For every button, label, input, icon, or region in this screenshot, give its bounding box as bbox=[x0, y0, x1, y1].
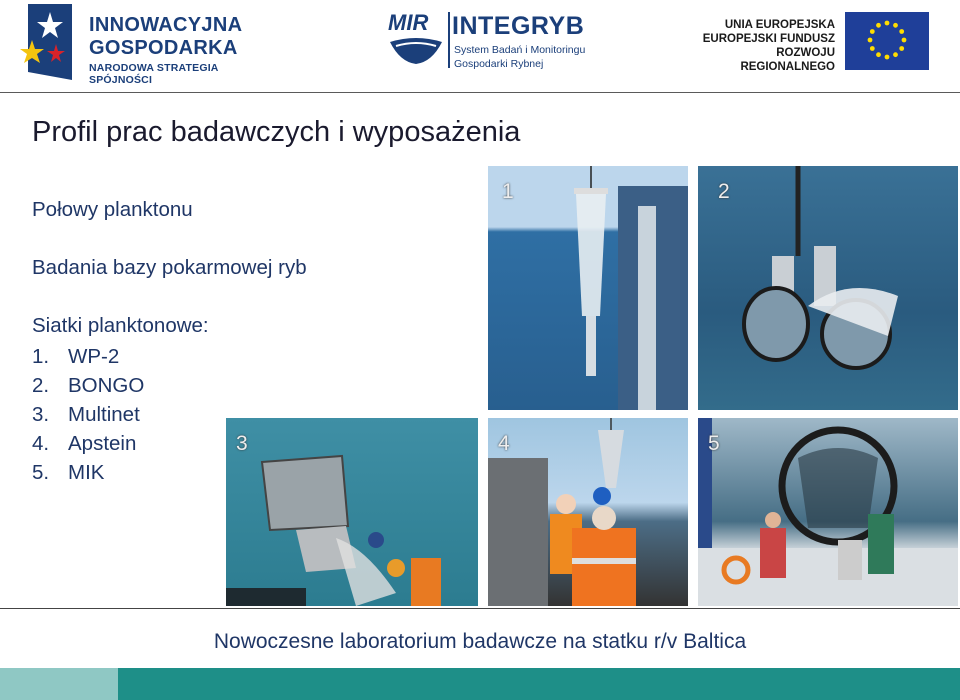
photo-number: 4 bbox=[498, 432, 510, 455]
eu-flag-icon bbox=[845, 12, 929, 70]
star-emblem-icon bbox=[20, 4, 72, 80]
logo-line-3: NARODOWA STRATEGIA SPÓJNOŚCI bbox=[89, 62, 219, 86]
mir-subtitle-1: System Badań i Monitoringu bbox=[454, 44, 586, 56]
mik-net-illustration bbox=[698, 418, 958, 606]
list-item-number: 4. bbox=[32, 432, 50, 455]
list-item-label: MIK bbox=[68, 461, 105, 484]
mir-integryb-logo bbox=[388, 10, 598, 72]
list-item-label: Multinet bbox=[68, 403, 140, 426]
photo-multinet bbox=[226, 418, 478, 606]
section-heading: Połowy planktonu bbox=[32, 198, 193, 221]
logo-divider bbox=[448, 12, 450, 68]
section-subheading: Badania bazy pokarmowej ryb bbox=[32, 256, 307, 279]
nets-list bbox=[32, 342, 144, 487]
list-item bbox=[32, 400, 144, 429]
eu-line-2: EUROPEJSKI FUNDUSZ bbox=[702, 33, 835, 45]
multinet-illustration bbox=[226, 418, 478, 606]
list-item bbox=[32, 429, 144, 458]
photo-apstein-net bbox=[488, 418, 688, 606]
photo-number: 3 bbox=[236, 432, 248, 455]
list-item bbox=[32, 458, 144, 487]
list-item-number: 3. bbox=[32, 403, 50, 426]
list-item-number: 2. bbox=[32, 374, 50, 397]
list-item bbox=[32, 371, 144, 400]
footer-band-teal bbox=[118, 668, 960, 700]
list-item-number: 1. bbox=[32, 345, 50, 368]
list-item-number: 5. bbox=[32, 461, 50, 484]
logo-line-1: INNOWACYJNA bbox=[89, 14, 243, 36]
footer-caption: Nowoczesne laboratorium badawcze na statku r/v Baltica bbox=[213, 630, 747, 653]
photo-number: 2 bbox=[718, 180, 730, 203]
list-item-label: Apstein bbox=[68, 432, 137, 455]
innowacyjna-gospodarka-logo bbox=[20, 0, 280, 86]
list-item-label: WP-2 bbox=[68, 345, 120, 368]
photo-number: 1 bbox=[502, 180, 514, 203]
photo-mik-net bbox=[698, 418, 958, 606]
photo-wp2-net bbox=[488, 166, 688, 410]
photo-number: 5 bbox=[708, 432, 720, 455]
footer-divider bbox=[0, 608, 960, 609]
integryb-text: INTEGRYB bbox=[452, 12, 585, 40]
footer-band-light bbox=[0, 668, 118, 700]
fish-emblem-icon bbox=[388, 36, 444, 66]
bongo-net-illustration bbox=[698, 166, 958, 410]
photo-bongo-net bbox=[698, 166, 958, 410]
eu-fund-text bbox=[680, 18, 835, 74]
eu-line-3: ROZWOJU REGIONALNEGO bbox=[740, 47, 835, 73]
mir-text: MIR bbox=[388, 10, 429, 35]
list-item bbox=[32, 342, 144, 371]
wp2-net-illustration bbox=[488, 166, 688, 410]
mir-subtitle-2: Gospodarki Rybnej bbox=[454, 58, 544, 70]
header-divider bbox=[0, 92, 960, 93]
apstein-net-illustration bbox=[488, 418, 688, 606]
logo-line-2: GOSPODARKA bbox=[89, 37, 238, 59]
eu-line-1: UNIA EUROPEJSKA bbox=[724, 19, 835, 31]
list-item-label: BONGO bbox=[68, 374, 145, 397]
nets-heading: Siatki planktonowe: bbox=[32, 314, 209, 337]
page-title: Profil prac badawczych i wyposażenia bbox=[32, 116, 521, 148]
